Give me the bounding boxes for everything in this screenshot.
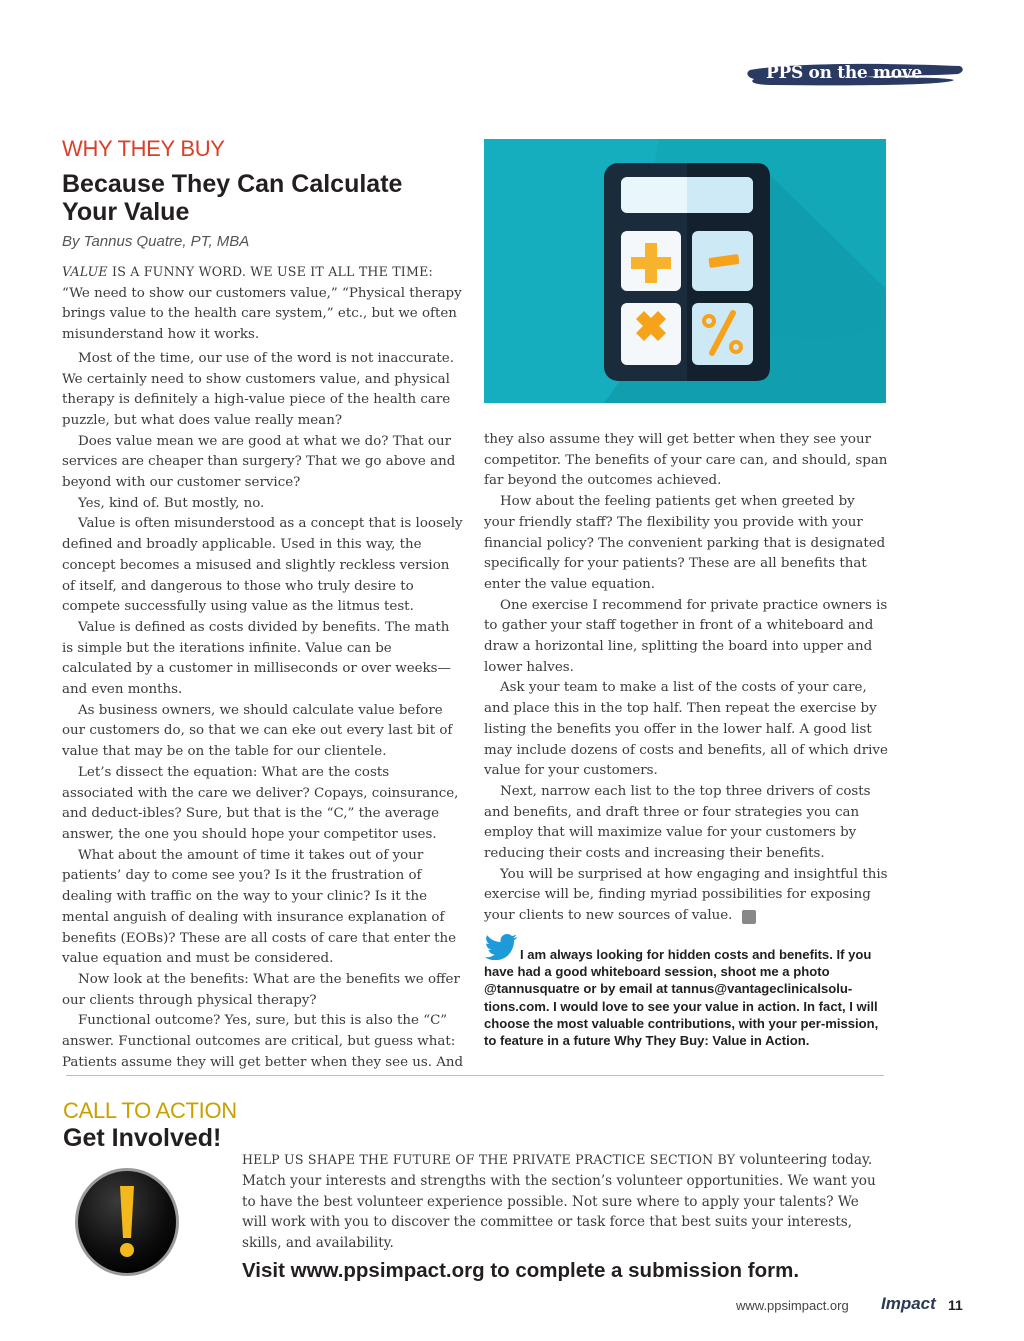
article-title-line1: Because They Can Calculate [62,170,403,198]
twitter-note [484,946,886,1049]
cta-title: Get Involved! [63,1124,222,1152]
body-paragraph: What about the amount of time it takes out of your patients’ day to come see you? Is it the frustration of dealing with traffic on the way to your clinic? Is it the mental anguish of dealing with insurance explanation of benefits (EOBs)? These are all costs of care that enter the value equation and must be considered. [62,847,457,967]
article-left-column [62,262,464,1073]
lead-tail-text: “We need to show our customers value,” “Physical therapy brings value to the health care system,” etc., but we often misunderstand how it works. [62,285,462,343]
exclamation-icon [74,1166,182,1278]
body-paragraph: Does value mean we are good at what we do? That our services are cheaper than surgery? That we go above and beyond with our customer service? [62,433,456,491]
section-ribbon [744,58,966,90]
footer-url[interactable]: www.ppsimpact.org [736,1298,849,1313]
twitter-bird-icon [484,934,518,960]
body-paragraph: Functional outcome? Yes, sure, but this is also the “C” answer. Functional outcomes are critical, but guess what: Patients assume they will get better when they see us. And [62,1013,464,1070]
alert-icon [74,1166,182,1278]
lead-word: VALUE [62,264,108,279]
calculator-icon [484,139,886,403]
cta-lead-caps: HELP US SHAPE THE FUTURE OF THE PRIVATE PRACTICE SECTION BY [242,1152,736,1167]
continuation-paragraph: they also assume they will get better when they see your competitor. The benefits of your care can, and should, span far beyond the outcomes achieved. [484,432,888,489]
footer-brand-logo: Impact [881,1294,936,1313]
body-paragraph: Yes, kind of. But mostly, no. [78,495,265,511]
body-paragraph: Value is defined as costs divided by benefits. The math is simple but the iterations infinite. Value can be calculated by a customer in milliseconds or over weeks—and even months. [62,619,451,698]
lead-caps-text: IS A FUNNY WORD. WE USE IT ALL THE TIME: [107,264,433,279]
section-ribbon-label: PPS on the move [766,63,922,83]
lead-paragraph [62,262,464,346]
body-paragraph: As business owners, we should calculate value before our customers do, so that we can eke out every last bit of value that may be on the table for our clientele. [62,702,453,760]
body-paragraph: Let’s dissect the equation: What are the costs associated with the care we deliver? Copays, coinsurance, and deduct-ibles? Sure, but that is the “C,” the average answer, the one you should hope your competitor uses. [62,764,459,842]
article-right-column [484,430,888,927]
end-of-story-icon: I [742,910,756,924]
calculator-illustration [484,139,886,403]
body-paragraph: How about the feeling patients get when greeted by your friendly staff? The flexibility you provide with your financial policy? The convenient parking that is designated specifically for your patients? These are all benefits that enter the value equation. [484,494,886,592]
article-title-line2: Your Value [62,198,190,226]
article-kicker: WHY THEY BUY [62,136,225,161]
body-paragraph: Next, narrow each list to the top three drivers of costs and benefits, and draft three or four strategies you can employ that will maximize value for your customers by reducing their costs and increasing their benefits. [484,783,871,862]
final-paragraph [484,865,888,927]
cta-body [242,1150,882,1254]
body-paragraph: Now look at the benefits: What are the benefits we offer our clients through physical therapy? [62,971,460,1008]
article-byline: By Tannus Quatre, PT, MBA [62,233,250,250]
body-paragraph: Value is often misunderstood as a concept that is loosely defined and broadly applicable. Used in this way, the concept becomes a misused and slightly reckless version of itself, and dangerous to those who truly desire to compete successfully using value as the litmus test. [62,516,463,615]
cta-kicker: CALL TO ACTION [63,1098,237,1123]
cta-body-text: volunteering today. Match your interests and strengths with the section’s volunteer opportunities. We want you to have the best volunteer experience possible. Not sure where to apply your talents? We will work with you to discover the committee or task force that best suits your interests, skills, and availability. [242,1152,876,1252]
body-paragraph: Ask your team to make a list of the costs of your care, and place this in the top half. Then repeat the exercise by listing the benefits you offer in the lower half. A good list may include dozens of costs and benefits, all of which drive value for your customers. [484,680,888,779]
cta-visit-link[interactable]: Visit www.ppsimpact.org to complete a submission form. [242,1259,800,1282]
twitter-note-text: I am always looking for hidden costs and benefits. If you have had a good whiteboard session, shoot me a photo @tannusquatre or by email at tannus@vantageclinicalsolu-tions.com. I would love to see your value in action. In fact, I will choose the most valuable contributions, with your per-mission, to feature in a future Why They Buy: Value in Action. [484,947,879,1049]
body-paragraph: Most of the time, our use of the word is not inaccurate. We certainly need to show customers value, and physical therapy is definitely a high-value piece of the health care puzzle, but what does value really mean? [62,350,454,428]
section-divider [66,1075,884,1076]
final-paragraph-text: You will be surprised at how engaging and insightful this exercise will be, finding myriad possibilities for exposing your clients to new sources of value. [484,866,888,924]
page-number: 11 [948,1297,963,1313]
body-paragraph: One exercise I recommend for private practice owners is to gather your staff together in front of a whiteboard and draw a horizontal line, splitting the board into upper and lower halves. [484,597,888,675]
article-title [62,170,462,226]
